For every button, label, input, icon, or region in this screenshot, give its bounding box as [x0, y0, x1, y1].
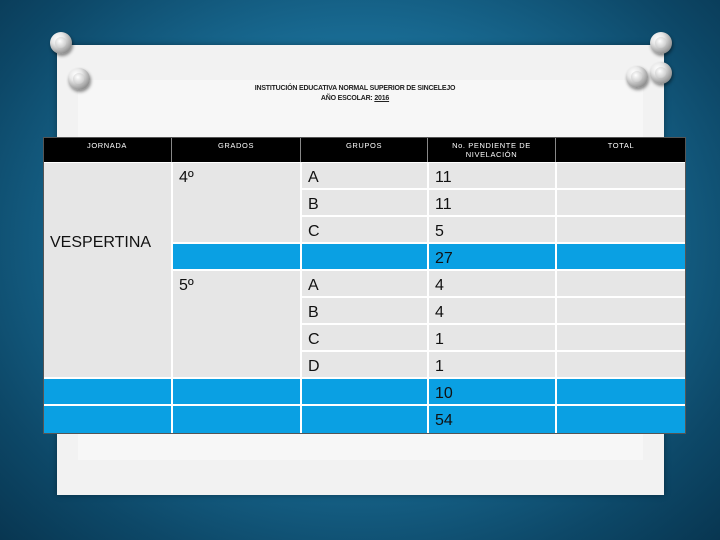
- pendiente-cell: 4: [428, 297, 556, 324]
- jornada-cell: [43, 162, 172, 378]
- subtotal-total-cell: [556, 378, 686, 405]
- grado-5-label: 5º: [179, 277, 194, 294]
- subtotal-jornada-cell: [43, 378, 172, 405]
- pendiente-cell: 1: [428, 351, 556, 378]
- grupo-cell: D: [301, 351, 428, 378]
- pushpin-icon: [626, 66, 648, 88]
- pendiente-cell: 11: [428, 162, 556, 189]
- grado-4-label: 4º: [179, 169, 194, 186]
- pushpin-icon: [50, 32, 72, 54]
- pendiente-cell: 4: [428, 270, 556, 297]
- total-cell: [556, 189, 686, 216]
- pushpin-icon: [650, 32, 672, 54]
- subtotal-grado-cell: [172, 378, 301, 405]
- header-pendiente: No. PENDIENTE DE NIVELACIÓN: [428, 137, 556, 162]
- header-grupos: GRUPOS: [301, 137, 428, 162]
- subtotal-pendiente-cell: 27: [428, 243, 556, 270]
- grand-total-pendiente-cell: 54: [428, 405, 556, 434]
- grupo-cell: C: [301, 216, 428, 243]
- school-year-value: 2016: [374, 95, 390, 102]
- institution-name: INSTITUCIÓN EDUCATIVA NORMAL SUPERIOR DE SINCELEJO: [254, 85, 456, 92]
- grand-total-grado-cell: [172, 405, 301, 434]
- pushpin-icon: [68, 68, 90, 90]
- grado-4-cell: [172, 162, 301, 243]
- subtotal-total-cell: [556, 243, 686, 270]
- grand-total-total-cell: [556, 405, 686, 434]
- total-cell: [556, 297, 686, 324]
- pendiente-cell: 5: [428, 216, 556, 243]
- total-cell: [556, 162, 686, 189]
- jornada-label: VESPERTINA: [50, 234, 152, 251]
- grupo-cell: B: [301, 189, 428, 216]
- subtotal-pendiente-cell: 10: [428, 378, 556, 405]
- subtotal-grupo-cell: [301, 243, 428, 270]
- header-total: TOTAL: [556, 137, 686, 162]
- grand-total-jornada-cell: [43, 405, 172, 434]
- school-year-label: AÑO ESCOLAR:: [320, 95, 373, 102]
- grupo-cell: C: [301, 324, 428, 351]
- total-cell: [556, 351, 686, 378]
- pendiente-cell: 11: [428, 189, 556, 216]
- document-heading: [180, 84, 530, 104]
- pendiente-cell: 1: [428, 324, 556, 351]
- grupo-cell: A: [301, 270, 428, 297]
- grupo-cell: B: [301, 297, 428, 324]
- subtotal-4-grado-cell: [172, 243, 301, 270]
- grupo-cell: A: [301, 162, 428, 189]
- header-jornada: JORNADA: [43, 137, 172, 162]
- header-grados: GRADOS: [172, 137, 301, 162]
- grand-total-grupo-cell: [301, 405, 428, 434]
- subtotal-grupo-cell: [301, 378, 428, 405]
- pushpin-icon: [650, 62, 672, 84]
- total-cell: [556, 324, 686, 351]
- total-cell: [556, 270, 686, 297]
- total-cell: [556, 216, 686, 243]
- school-year: [180, 94, 530, 104]
- grado-5-cell: [172, 270, 301, 378]
